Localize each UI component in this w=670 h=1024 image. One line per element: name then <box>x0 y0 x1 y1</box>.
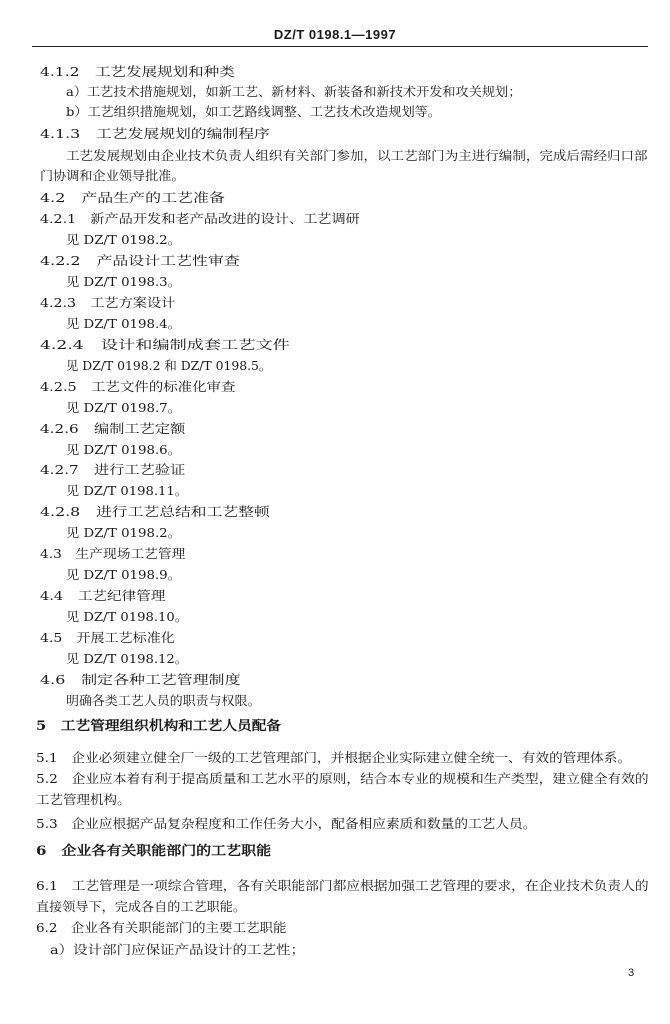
section-heading: 6 企业各有关职能部门的工艺职能 <box>36 844 272 859</box>
text-line: 4.1.2 工艺发展规划和种类 <box>40 64 235 79</box>
text-line: 4.2 产品生产的工艺准备 <box>40 190 225 205</box>
text-line: 4.4 工艺纪律管理 <box>40 588 166 603</box>
text-line: 5.2 企业应本着有利于提高质量和工艺水平的原则，结合本专业的规模和生产类型，建立健全有效的 <box>36 771 649 786</box>
text-line: 5.1 企业必须建立健全厂一级的工艺管理部门，并根据企业实际建立健全统一、有效的管理体系。 <box>36 750 632 765</box>
text-line: 4.2.6 编制工艺定额 <box>40 421 186 436</box>
text-line: 门协调和企业领导批准。 <box>40 168 185 183</box>
text-line: 4.2.3 工艺方案设计 <box>40 295 176 310</box>
text-line: 4.1.3 工艺发展规划的编制程序 <box>40 126 270 141</box>
text-line: 4.2.7 进行工艺验证 <box>40 462 186 477</box>
text-line: a）工艺技术措施规划，如新工艺、新材料、新装备和新技术开发和攻关规划； <box>66 84 522 99</box>
text-line: 见 DZ/T 0198.9。 <box>66 567 181 582</box>
text-line: 见 DZ/T 0198.11。 <box>66 483 188 498</box>
text-line: 见 DZ/T 0198.12。 <box>66 651 188 666</box>
text-line: 5.3 企业应根据产品复杂程度和工作任务大小，配备相应素质和数量的工艺人员。 <box>36 816 537 831</box>
header-rule <box>32 46 648 47</box>
text-line: 明确各类工艺人员的职责与权限。 <box>66 693 261 708</box>
text-line: 见 DZ/T 0198.2。 <box>66 232 181 247</box>
page-number: 3 <box>628 967 635 979</box>
text-line: 见 DZ/T 0198.6。 <box>66 442 181 457</box>
text-line: 6.1 工艺管理是一项综合管理，各有关职能部门都应根据加强工艺管理的要求，在企业技术负责人的 <box>36 878 649 893</box>
text-line: 4.2.8 进行工艺总结和工艺整顿 <box>40 504 270 519</box>
text-line: a）设计部门应保证产品设计的工艺性； <box>50 942 305 957</box>
text-line: 6.2 企业各有关职能部门的主要工艺职能 <box>36 920 287 935</box>
text-line: 见 DZ/T 0198.4。 <box>66 316 181 331</box>
text-line: 4.2.4 设计和编制成套工艺文件 <box>40 337 290 352</box>
text-line: 见 DZ/T 0198.3。 <box>66 274 181 289</box>
text-line: b）工艺组织措施规划，如工艺路线调整、工艺技术改造规划等。 <box>66 104 441 119</box>
text-line: 见 DZ/T 0198.2。 <box>66 525 181 540</box>
text-line: 4.2.2 产品设计工艺性审查 <box>40 253 240 268</box>
text-line: 4.5 开展工艺标准化 <box>40 630 175 645</box>
text-line: 4.6 制定各种工艺管理制度 <box>40 672 241 687</box>
page-header: DZ/T 0198.1—1997 <box>273 27 397 42</box>
text-line: 4.2.5 工艺文件的标准化审查 <box>40 379 236 394</box>
text-line: 直接领导下，完成各自的工艺职能。 <box>36 899 247 914</box>
section-heading: 5 工艺管理组织机构和工艺人员配备 <box>36 719 282 734</box>
text-line: 工艺管理机构。 <box>36 792 131 807</box>
text-line: 4.2.1 新产品开发和老产品改进的设计、工艺调研 <box>40 211 360 226</box>
text-line: 4.3 生产现场工艺管理 <box>40 546 186 561</box>
text-line: 见 DZ/T 0198.10。 <box>66 609 188 624</box>
text-line: 见 DZ/T 0198.7。 <box>66 400 181 415</box>
text-line: 见 DZ/T 0198.2 和 DZ/T 0198.5。 <box>66 358 272 373</box>
text-line: 工艺发展规划由企业技术负责人组织有关部门参加，以工艺部门为主进行编制，完成后需经归口部 <box>66 148 648 163</box>
